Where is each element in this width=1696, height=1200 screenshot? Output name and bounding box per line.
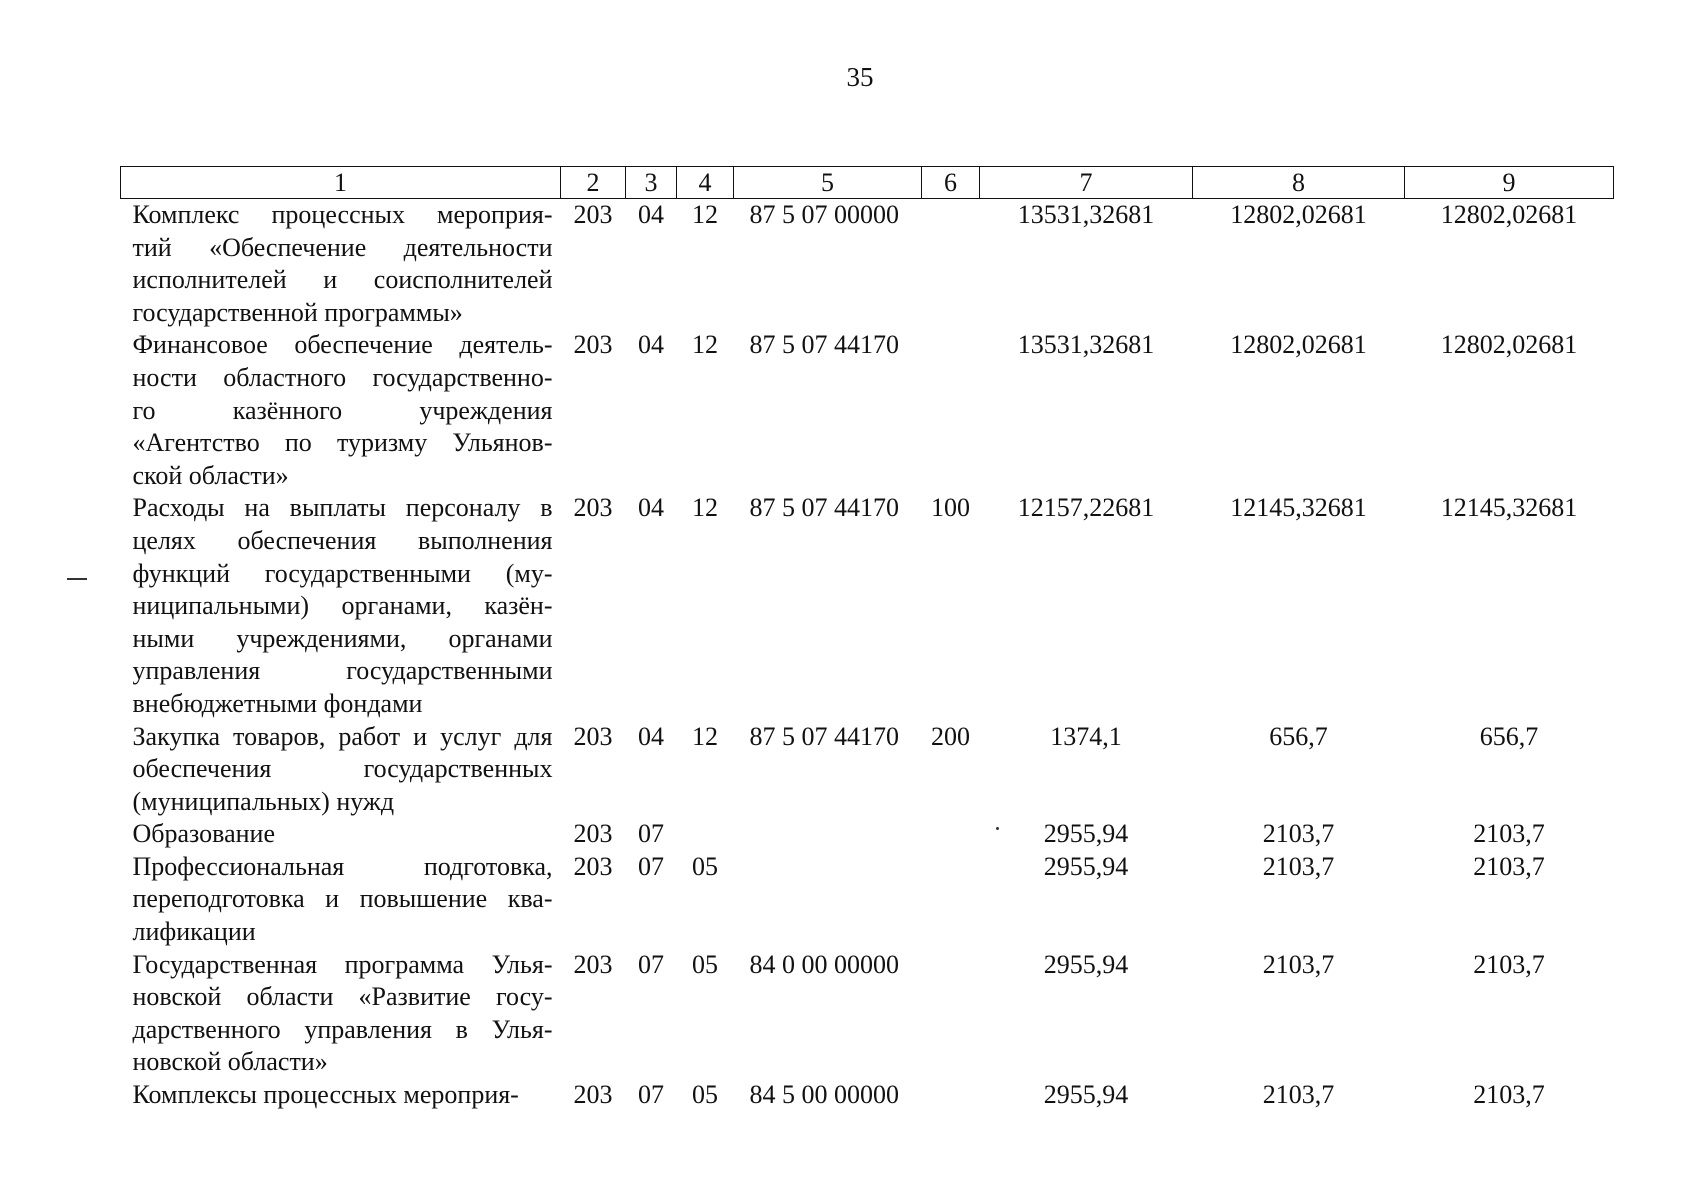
row-amount-col-7: 2955,94 bbox=[1043, 949, 1129, 979]
row-col-3: 04 bbox=[638, 200, 664, 229]
header-col-5: 5 bbox=[734, 167, 922, 199]
row-name-line: новской области «Развитие госу- bbox=[132, 982, 553, 1012]
row-col-2: 203 bbox=[573, 1080, 613, 1110]
row-name-line: лификации bbox=[132, 917, 256, 947]
budget-table bbox=[120, 166, 1614, 1112]
header-col-4: 4 bbox=[677, 167, 734, 199]
row-target-code: 84 0 00 00000 bbox=[749, 949, 899, 979]
row-name-line: (муниципальных) нужд bbox=[132, 786, 395, 816]
row-amount-col-8: 12145,32681 bbox=[1230, 493, 1367, 523]
row-expense-type bbox=[922, 818, 980, 851]
row-name-line: Государственная программа Улья- bbox=[132, 949, 553, 979]
row-name-line: Образование bbox=[132, 819, 276, 849]
table-row bbox=[121, 721, 1614, 819]
row-amount-col-7: 1374,1 bbox=[1050, 721, 1122, 751]
row-amount-col-8: 2103,7 bbox=[1262, 819, 1335, 849]
row-col-3: 04 bbox=[638, 330, 664, 360]
row-col-4 bbox=[677, 818, 734, 851]
row-name-line: обеспечения государственных bbox=[132, 754, 553, 784]
table-header bbox=[121, 167, 1614, 199]
row-name-line: Расходы на выплаты персоналу в bbox=[132, 493, 553, 523]
row-amount-col-7: 2955,94 bbox=[1043, 819, 1129, 849]
row-expense-type bbox=[922, 949, 980, 1079]
row-col-3: 07 bbox=[638, 949, 664, 979]
row-amount-col-7: 13531,32681 bbox=[1017, 200, 1155, 229]
scan-mark bbox=[67, 578, 87, 580]
row-target-code: 84 5 00 00000 bbox=[749, 1080, 899, 1110]
row-expense-type: 200 bbox=[931, 721, 970, 751]
row-target-code bbox=[734, 851, 922, 949]
row-amount-col-9: 656,7 bbox=[1479, 721, 1539, 751]
row-col-4: 12 bbox=[692, 330, 718, 360]
row-target-code: 87 5 07 44170 bbox=[749, 330, 899, 360]
row-amount-col-7: 2955,94 bbox=[1043, 1080, 1129, 1110]
row-name-line: государственной программы» bbox=[132, 297, 463, 327]
row-amount-col-7: 13531,32681 bbox=[1017, 330, 1155, 360]
row-amount-col-8: 2103,7 bbox=[1262, 949, 1335, 979]
row-col-2: 203 bbox=[573, 493, 613, 523]
row-name bbox=[121, 1079, 561, 1112]
header-col-9: 9 bbox=[1405, 167, 1614, 199]
row-amount-col-9: 12145,32681 bbox=[1440, 493, 1578, 523]
row-expense-type: 100 bbox=[931, 493, 970, 523]
table-row bbox=[121, 818, 1614, 851]
row-name-line: Комплексы процессных мероприя- bbox=[132, 1080, 519, 1110]
row-amount-col-8: 12802,02681 bbox=[1230, 330, 1367, 360]
row-name-line: Закупка товаров, работ и услуг для bbox=[132, 721, 553, 751]
table-row bbox=[121, 329, 1614, 492]
row-name-line: переподготовка и повышение ква- bbox=[132, 884, 553, 914]
table-body bbox=[121, 199, 1614, 1112]
header-col-3: 3 bbox=[626, 167, 677, 199]
row-expense-type bbox=[922, 329, 980, 492]
row-target-code bbox=[734, 818, 922, 851]
header-col-8: 8 bbox=[1193, 167, 1405, 199]
row-expense-type bbox=[922, 1079, 980, 1112]
row-amount-col-9: 2103,7 bbox=[1473, 851, 1545, 881]
row-col-2: 203 bbox=[573, 200, 613, 229]
row-name-line: го казённого учреждения bbox=[132, 395, 553, 425]
row-amount-col-9: 2103,7 bbox=[1473, 949, 1545, 979]
row-col-4: 12 bbox=[692, 200, 718, 229]
row-name-line: дарственного управления в Улья- bbox=[132, 1014, 553, 1044]
header-col-7: 7 bbox=[980, 167, 1193, 199]
row-col-3: 07 bbox=[638, 1080, 664, 1110]
row-name-line: управления государственными bbox=[132, 656, 553, 686]
table-row bbox=[121, 1079, 1614, 1112]
header-col-1: 1 bbox=[121, 167, 561, 199]
row-name bbox=[121, 721, 561, 819]
row-amount-col-8: 656,7 bbox=[1269, 721, 1328, 751]
row-amount-col-8: 12802,02681 bbox=[1230, 200, 1367, 229]
row-col-4: 05 bbox=[692, 1080, 718, 1110]
row-name bbox=[121, 851, 561, 949]
row-name-line: целях обеспечения выполнения bbox=[132, 525, 553, 555]
row-col-3: 04 bbox=[638, 721, 664, 751]
row-amount-col-9: 12802,02681 bbox=[1440, 330, 1578, 360]
table-row bbox=[121, 199, 1614, 330]
row-target-code: 87 5 07 00000 bbox=[749, 200, 899, 229]
row-name bbox=[121, 329, 561, 492]
table-row bbox=[121, 851, 1614, 949]
row-amount-col-8: 2103,7 bbox=[1262, 851, 1335, 881]
row-name-line: Финансовое обеспечение деятель- bbox=[132, 330, 553, 360]
row-name-line: Комплекс процессных мероприя- bbox=[132, 200, 553, 229]
row-expense-type bbox=[922, 199, 980, 330]
row-amount-col-9: 2103,7 bbox=[1473, 1080, 1545, 1110]
row-name-line: функций государственными (му- bbox=[132, 558, 553, 588]
row-name bbox=[121, 949, 561, 1079]
row-name-line: тий «Обеспечение деятельности bbox=[132, 232, 553, 262]
row-col-2: 203 bbox=[573, 721, 613, 751]
header-row bbox=[121, 167, 1614, 199]
row-col-4: 05 bbox=[692, 851, 718, 881]
row-name bbox=[121, 818, 561, 851]
row-name-line: ности областного государственно- bbox=[132, 362, 553, 392]
header-col-6: 6 bbox=[922, 167, 980, 199]
header-col-2: 2 bbox=[561, 167, 626, 199]
row-col-4: 12 bbox=[692, 493, 718, 523]
row-amount-col-8: 2103,7 bbox=[1262, 1080, 1335, 1110]
row-col-4: 12 bbox=[692, 721, 718, 751]
row-expense-type bbox=[922, 851, 980, 949]
row-name bbox=[121, 492, 561, 720]
row-amount-col-9: 2103,7 bbox=[1473, 819, 1545, 849]
row-name-line: Профессиональная подготовка, bbox=[132, 851, 553, 881]
row-name-line: исполнителей и соисполнителей bbox=[132, 265, 553, 295]
row-name-line: ской области» bbox=[132, 460, 289, 490]
row-col-2: 203 bbox=[573, 851, 613, 881]
row-name-line: «Агентство по туризму Ульянов- bbox=[132, 428, 553, 458]
table-row bbox=[121, 492, 1614, 720]
table-row bbox=[121, 949, 1614, 1079]
row-name-line: ниципальными) органами, казён- bbox=[132, 591, 553, 621]
row-amount-col-7: 12157,22681 bbox=[1017, 493, 1155, 523]
row-amount-col-7: 2955,94 bbox=[1043, 851, 1129, 881]
row-col-2: 203 bbox=[573, 330, 613, 360]
row-col-4: 05 bbox=[692, 949, 718, 979]
row-col-3: 04 bbox=[638, 493, 664, 523]
page-number: 35 bbox=[846, 62, 874, 92]
row-name-line: новской области» bbox=[132, 1047, 328, 1077]
row-col-3: 07 bbox=[638, 851, 664, 881]
row-target-code: 87 5 07 44170 bbox=[749, 721, 899, 751]
row-col-2: 203 bbox=[573, 819, 613, 849]
row-name-line: внебюджетными фондами bbox=[132, 688, 423, 718]
row-name-line: ными учреждениями, органами bbox=[132, 623, 553, 653]
row-name bbox=[121, 199, 561, 330]
row-amount-col-9: 12802,02681 bbox=[1440, 200, 1578, 229]
row-target-code: 87 5 07 44170 bbox=[749, 493, 899, 523]
row-col-3: 07 bbox=[638, 819, 664, 849]
row-col-2: 203 bbox=[573, 949, 613, 979]
